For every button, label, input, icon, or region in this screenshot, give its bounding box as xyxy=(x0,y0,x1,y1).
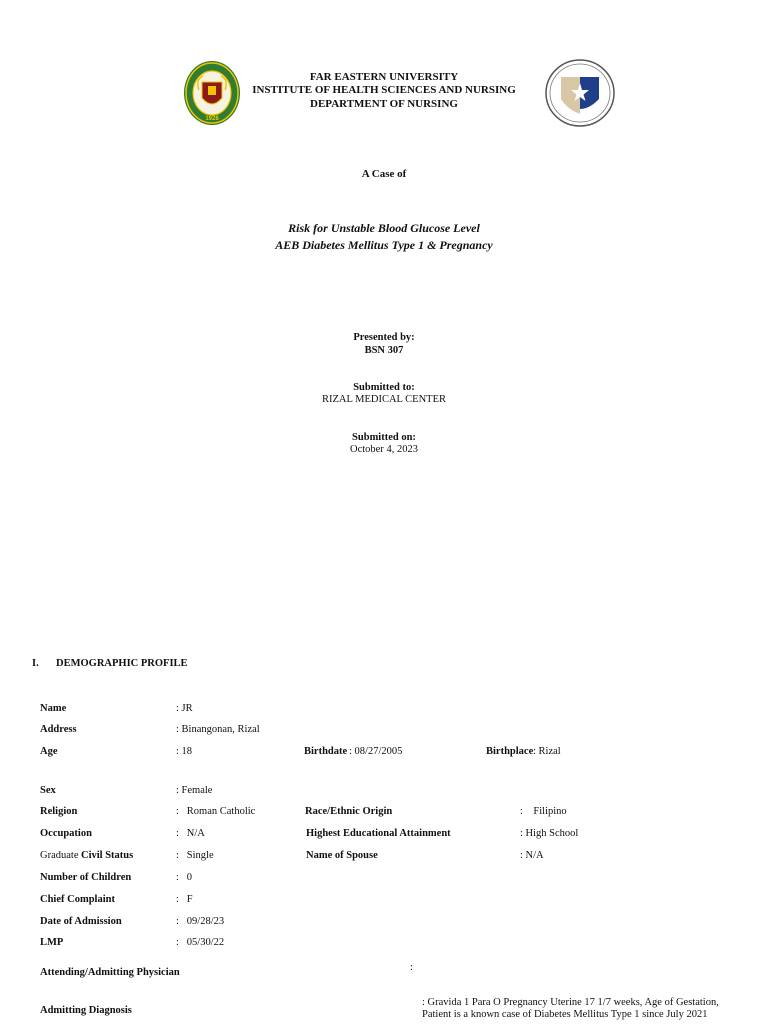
age-label: Age xyxy=(40,746,58,757)
diagnosis-label: Admitting Diagnosis xyxy=(40,1005,132,1016)
complaint-label: Chief Complaint xyxy=(40,894,115,905)
civil-status-label: Civil Status xyxy=(81,850,134,861)
presented-by-label: Presented by: xyxy=(353,332,415,343)
case-of-label: A Case of xyxy=(361,168,407,180)
civil-status-value: : Single xyxy=(176,850,214,861)
age-value: : 18 xyxy=(176,746,193,757)
birthdate-label: Birthdate xyxy=(304,746,348,757)
feu-seal-year: 1928 xyxy=(205,116,219,122)
name-value: : JR xyxy=(176,703,193,714)
institute-name: INSTITUTE OF HEALTH SCIENCES AND NURSING xyxy=(252,84,516,96)
occupation-label: Occupation xyxy=(40,828,92,839)
occupation-value: : N/A xyxy=(176,828,205,839)
name-label: Name xyxy=(40,703,67,714)
admission-label: Date of Admission xyxy=(40,916,122,927)
race-value: : Filipino xyxy=(520,806,567,817)
address-value: : Binangonan, Rizal xyxy=(176,724,260,735)
birthplace-label: Birthplace xyxy=(486,746,534,757)
civil-prefix: Graduate xyxy=(40,850,79,861)
birthdate-value: : 08/27/2005 xyxy=(349,746,403,757)
department-name: DEPARTMENT OF NURSING xyxy=(310,98,458,110)
lmp-value: : 05/30/22 xyxy=(176,937,225,948)
complaint-value: : F xyxy=(176,894,193,905)
education-value: : High School xyxy=(520,828,579,839)
lmp-label: LMP xyxy=(40,937,64,948)
education-label: Highest Educational Attainment xyxy=(306,828,451,839)
submitted-on-label: Submitted on: xyxy=(352,432,416,443)
sex-label: Sex xyxy=(40,785,56,796)
presented-by-value: BSN 307 xyxy=(364,345,404,356)
submitted-on-value: October 4, 2023 xyxy=(350,444,418,455)
diagnosis-line1: : Gravida 1 Para O Pregnancy Uterine 17 1/7 weeks, Age of Gestation, xyxy=(422,997,719,1008)
university-name: FAR EASTERN UNIVERSITY xyxy=(309,71,459,83)
section-number: I. xyxy=(32,658,39,669)
physician-label: Attending/Admitting Physician xyxy=(40,967,180,978)
spouse-value: : N/A xyxy=(520,850,544,861)
religion-value: : Roman Catholic xyxy=(176,806,256,817)
admission-value: : 09/28/23 xyxy=(176,916,225,927)
physician-value: : xyxy=(410,962,413,973)
address-label: Address xyxy=(40,724,77,735)
race-label: Race/Ethnic Origin xyxy=(305,806,393,817)
spouse-label: Name of Spouse xyxy=(306,850,378,861)
diagnosis-line2: Patient is a known case of Diabetes Mellitus Type 1 since July 2021 xyxy=(422,1009,708,1020)
sex-value: : Female xyxy=(176,785,213,796)
children-label: Number of Children xyxy=(40,872,132,883)
submitted-to-value: RIZAL MEDICAL CENTER xyxy=(321,394,447,405)
birthplace-value: : Rizal xyxy=(533,746,561,757)
submitted-to-label: Submitted to: xyxy=(353,382,415,393)
case-title-line1: Risk for Unstable Blood Glucose Level xyxy=(288,221,480,235)
section-title: DEMOGRAPHIC PROFILE xyxy=(56,658,188,669)
children-value: : 0 xyxy=(176,872,193,883)
religion-label: Religion xyxy=(40,806,78,817)
case-title-line2: AEB Diabetes Mellitus Type 1 & Pregnancy xyxy=(275,238,493,252)
